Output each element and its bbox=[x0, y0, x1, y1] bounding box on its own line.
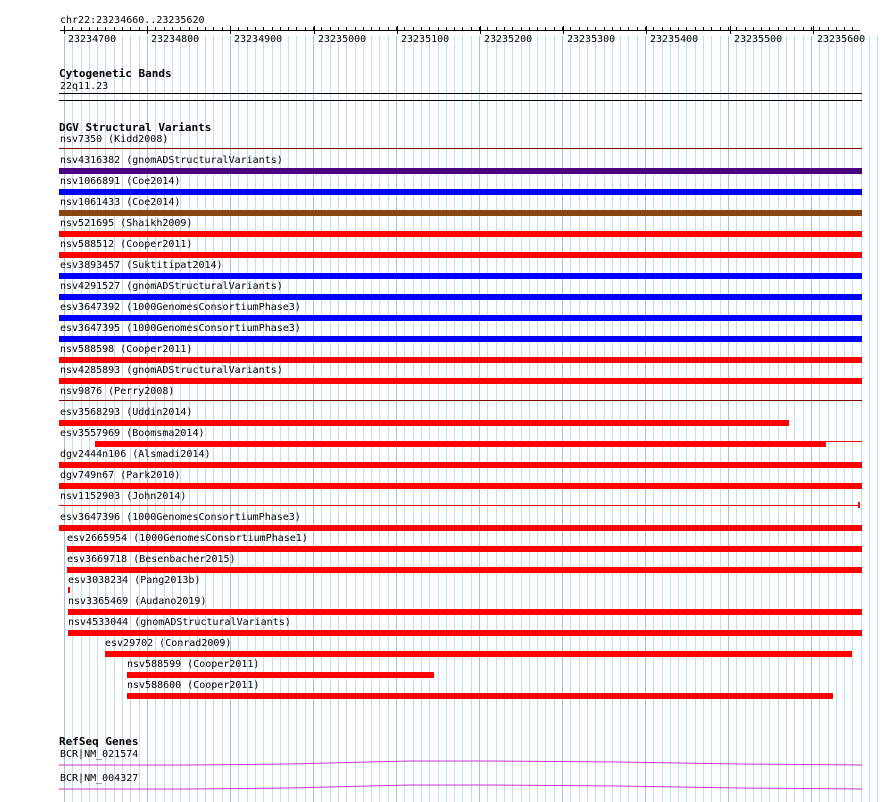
ruler-minor-tick bbox=[703, 27, 704, 31]
ruler-minor-tick bbox=[570, 27, 571, 31]
cytoband-track-title: Cytogenetic Bands bbox=[59, 67, 172, 80]
ruler-minor-tick bbox=[579, 27, 580, 31]
dgv-feature-label[interactable]: nsv1152903 (John2014) bbox=[60, 491, 187, 502]
dgv-feature-label[interactable]: nsv3365469 (Audano2019) bbox=[68, 596, 207, 607]
ruler-minor-tick bbox=[305, 27, 306, 31]
ruler-minor-tick bbox=[105, 27, 106, 31]
cytoband-label[interactable]: 22q11.23 bbox=[60, 81, 109, 92]
ruler-major-tick bbox=[314, 26, 315, 34]
ruler-minor-tick bbox=[496, 27, 497, 31]
ruler-minor-tick bbox=[404, 27, 405, 31]
dgv-feature-bar[interactable] bbox=[68, 609, 862, 615]
ruler-tick-label: 23235200 bbox=[484, 34, 533, 45]
ruler-minor-tick bbox=[786, 27, 787, 31]
ruler-minor-tick bbox=[512, 27, 513, 31]
ruler-minor-tick bbox=[736, 27, 737, 31]
ruler-minor-tick bbox=[438, 27, 439, 31]
ruler-minor-tick bbox=[728, 27, 729, 31]
ruler-minor-tick bbox=[828, 27, 829, 31]
ruler-minor-tick bbox=[537, 27, 538, 31]
ruler-tick-label: 23235000 bbox=[318, 34, 367, 45]
ruler-minor-tick bbox=[587, 27, 588, 31]
ruler-minor-tick bbox=[280, 27, 281, 31]
ruler-minor-tick bbox=[421, 27, 422, 31]
dgv-feature-bar[interactable] bbox=[59, 168, 862, 174]
ruler-minor-tick bbox=[413, 27, 414, 31]
ruler-minor-tick bbox=[155, 27, 156, 31]
ruler-minor-tick bbox=[321, 27, 322, 31]
ruler-major-tick bbox=[646, 26, 647, 34]
ruler-minor-tick bbox=[205, 27, 206, 31]
ruler-minor-tick bbox=[761, 27, 762, 31]
ruler-tick-label: 23235600 bbox=[817, 34, 866, 45]
ruler-minor-tick bbox=[130, 27, 131, 31]
ruler-tick-label: 23235400 bbox=[650, 34, 699, 45]
dgv-feature-label[interactable]: nsv4533044 (gnomADStructuralVariants) bbox=[68, 617, 291, 628]
ruler-minor-tick bbox=[189, 27, 190, 31]
dgv-feature-bar[interactable] bbox=[59, 189, 862, 195]
ruler-minor-tick bbox=[238, 27, 239, 31]
dgv-track-title: DGV Structural Variants bbox=[59, 121, 212, 134]
locus-label: chr22:23234660..23235620 bbox=[60, 15, 205, 26]
dgv-feature-bar[interactable] bbox=[67, 567, 862, 573]
ruler-tick-label: 23234800 bbox=[151, 34, 200, 45]
dgv-feature-label[interactable]: esv3647395 (1000GenomesConsortiumPhase3) bbox=[60, 323, 301, 334]
dgv-feature-label[interactable]: nsv4291527 (gnomADStructuralVariants) bbox=[60, 281, 283, 292]
ruler-minor-tick bbox=[521, 27, 522, 31]
ruler-minor-tick bbox=[247, 27, 248, 31]
ruler-tick-label: 23234700 bbox=[68, 34, 117, 45]
cytoband-line-bottom bbox=[59, 100, 862, 101]
dgv-feature-label[interactable]: esv3647392 (1000GenomesConsortiumPhase3) bbox=[60, 302, 301, 313]
ruler-minor-tick bbox=[446, 27, 447, 31]
ruler-minor-tick bbox=[529, 27, 530, 31]
dgv-feature-label[interactable]: nsv588512 (Cooper2011) bbox=[60, 239, 193, 250]
ruler-minor-tick bbox=[720, 27, 721, 31]
dgv-feature-bar[interactable] bbox=[59, 148, 862, 149]
ruler-minor-tick bbox=[346, 27, 347, 31]
dgv-feature-bar[interactable] bbox=[67, 546, 862, 552]
ruler-minor-tick bbox=[197, 27, 198, 31]
ruler-minor-tick bbox=[338, 27, 339, 31]
dgv-feature-label[interactable]: esv3893457 (Suktitipat2014) bbox=[60, 260, 223, 271]
dgv-feature-bar[interactable] bbox=[68, 587, 70, 593]
ruler-minor-tick bbox=[811, 27, 812, 31]
ruler-minor-tick bbox=[363, 27, 364, 31]
dgv-feature-bar[interactable] bbox=[59, 336, 862, 342]
ruler-minor-tick bbox=[711, 27, 712, 31]
refseq-gene-intron-line[interactable] bbox=[59, 784, 863, 790]
ruler-minor-tick bbox=[97, 27, 98, 31]
dgv-feature-label[interactable]: esv29702 (Conrad2009) bbox=[105, 638, 232, 649]
ruler-minor-tick bbox=[180, 27, 181, 31]
ruler-minor-tick bbox=[852, 27, 853, 31]
dgv-feature-bar[interactable] bbox=[59, 210, 862, 216]
dgv-feature-bar[interactable] bbox=[59, 294, 862, 300]
dgv-feature-label[interactable]: nsv521695 (Shaikh2009) bbox=[60, 218, 193, 229]
ruler-minor-tick bbox=[745, 27, 746, 31]
ruler-minor-tick bbox=[371, 27, 372, 31]
ruler-minor-tick bbox=[678, 27, 679, 31]
ruler-tick-label: 23235300 bbox=[567, 34, 616, 45]
dgv-feature-bar[interactable] bbox=[59, 252, 862, 258]
ruler-minor-tick bbox=[471, 27, 472, 31]
ruler-minor-tick bbox=[769, 27, 770, 31]
dgv-feature-bar[interactable] bbox=[127, 672, 434, 678]
ruler-tick-label: 23235500 bbox=[734, 34, 783, 45]
ruler-minor-tick bbox=[753, 27, 754, 31]
dgv-feature-label[interactable]: esv3038234 (Pang2013b) bbox=[68, 575, 201, 586]
dgv-feature-label[interactable]: esv2665954 (1000GenomesConsortiumPhase1) bbox=[67, 533, 308, 544]
ruler-minor-tick bbox=[429, 27, 430, 31]
ruler-minor-tick bbox=[213, 27, 214, 31]
ruler-minor-tick bbox=[620, 27, 621, 31]
dgv-feature-label[interactable]: dgv2444n106 (Alsmadi2014) bbox=[60, 449, 211, 460]
ruler-minor-tick bbox=[595, 27, 596, 31]
dgv-feature-bar[interactable] bbox=[59, 357, 862, 363]
dgv-feature-bar[interactable] bbox=[59, 231, 862, 237]
refseq-track-title: RefSeq Genes bbox=[59, 735, 139, 748]
ruler-minor-tick bbox=[379, 27, 380, 31]
ruler-minor-tick bbox=[222, 27, 223, 31]
ruler-minor-tick bbox=[604, 27, 605, 31]
ruler-minor-tick bbox=[89, 27, 90, 31]
dgv-feature-extension[interactable] bbox=[826, 441, 862, 442]
dgv-feature-label[interactable]: nsv7350 (Kidd2008) bbox=[60, 134, 169, 145]
dgv-feature-label[interactable]: nsv9876 (Perry2008) bbox=[60, 386, 175, 397]
ruler-minor-tick bbox=[330, 27, 331, 31]
ruler-major-tick bbox=[397, 26, 398, 34]
ruler-tick-label: 23235100 bbox=[401, 34, 450, 45]
cytoband-line-top bbox=[59, 93, 862, 94]
ruler-minor-tick bbox=[272, 27, 273, 31]
dgv-feature-bar[interactable] bbox=[59, 400, 862, 401]
dgv-feature-bar[interactable] bbox=[127, 693, 833, 699]
dgv-feature-label[interactable]: nsv4316382 (gnomADStructuralVariants) bbox=[60, 155, 283, 166]
ruler-minor-tick bbox=[114, 27, 115, 31]
dgv-feature-bar[interactable] bbox=[59, 273, 862, 279]
dgv-feature-label[interactable]: esv3647396 (1000GenomesConsortiumPhase3) bbox=[60, 512, 301, 523]
ruler-minor-tick bbox=[794, 27, 795, 31]
dgv-feature-bar[interactable] bbox=[59, 315, 862, 321]
ruler-minor-tick bbox=[612, 27, 613, 31]
ruler-minor-tick bbox=[388, 27, 389, 31]
dgv-feature-bar[interactable] bbox=[68, 630, 862, 636]
ruler-minor-tick bbox=[670, 27, 671, 31]
refseq-gene-intron-line[interactable] bbox=[59, 760, 863, 766]
dgv-feature-bar[interactable] bbox=[59, 462, 862, 468]
ruler-minor-tick bbox=[695, 27, 696, 31]
ruler-major-tick bbox=[147, 26, 148, 34]
ruler-major-tick bbox=[480, 26, 481, 34]
ruler-minor-tick bbox=[172, 27, 173, 31]
ruler-minor-tick bbox=[462, 27, 463, 31]
ruler-minor-tick bbox=[487, 27, 488, 31]
dgv-feature-bar[interactable] bbox=[59, 420, 789, 426]
ruler-minor-tick bbox=[164, 27, 165, 31]
ruler-minor-tick bbox=[72, 27, 73, 31]
ruler-minor-tick bbox=[296, 27, 297, 31]
ruler-major-tick bbox=[563, 26, 564, 34]
dgv-feature-label[interactable]: nsv588598 (Cooper2011) bbox=[60, 344, 193, 355]
ruler-minor-tick bbox=[255, 27, 256, 31]
refseq-gene-label[interactable]: BCR|NM_004327 bbox=[60, 773, 139, 784]
ruler-major-tick bbox=[230, 26, 231, 34]
dgv-feature-label[interactable]: dgv749n67 (Park2010) bbox=[60, 470, 181, 481]
dgv-feature-label[interactable]: esv3669718 (Besenbacher2015) bbox=[67, 554, 236, 565]
ruler-minor-tick bbox=[662, 27, 663, 31]
ruler-minor-tick bbox=[628, 27, 629, 31]
dgv-feature-end-cap[interactable] bbox=[858, 502, 860, 508]
ruler-minor-tick bbox=[263, 27, 264, 31]
ruler-minor-tick bbox=[637, 27, 638, 31]
ruler-minor-tick bbox=[554, 27, 555, 31]
dgv-feature-label[interactable]: nsv1061433 (Coe2014) bbox=[60, 197, 181, 208]
ruler-minor-tick bbox=[778, 27, 779, 31]
refseq-gene-intron-path bbox=[59, 785, 862, 789]
dgv-feature-label[interactable]: nsv588599 (Cooper2011) bbox=[127, 659, 260, 670]
ruler-minor-tick bbox=[803, 27, 804, 31]
ruler-minor-tick bbox=[653, 27, 654, 31]
dgv-feature-bar[interactable] bbox=[95, 441, 826, 447]
ruler-minor-tick bbox=[836, 27, 837, 31]
dgv-feature-label[interactable]: nsv4285893 (gnomADStructuralVariants) bbox=[60, 365, 283, 376]
ruler-tick-label: 23234900 bbox=[234, 34, 283, 45]
ruler-minor-tick bbox=[504, 27, 505, 31]
dgv-feature-label[interactable]: esv3557969 (Boomsma2014) bbox=[60, 428, 205, 439]
ruler-minor-tick bbox=[545, 27, 546, 31]
dgv-feature-label[interactable]: nsv1066891 (Coe2014) bbox=[60, 176, 181, 187]
refseq-gene-intron-path bbox=[59, 761, 862, 765]
dgv-feature-bar[interactable] bbox=[59, 525, 862, 531]
ruler-minor-tick bbox=[81, 27, 82, 31]
refseq-gene-label[interactable]: BCR|NM_021574 bbox=[60, 749, 139, 760]
ruler-minor-tick bbox=[686, 27, 687, 31]
ruler-minor-tick bbox=[122, 27, 123, 31]
dgv-feature-bar[interactable] bbox=[105, 651, 852, 657]
ruler-minor-tick bbox=[844, 27, 845, 31]
ruler-major-tick bbox=[64, 26, 65, 34]
dgv-feature-label[interactable]: esv3568293 (Uddin2014) bbox=[60, 407, 193, 418]
dgv-feature-bar[interactable] bbox=[59, 483, 862, 489]
ruler-minor-tick bbox=[454, 27, 455, 31]
ruler-major-tick bbox=[730, 26, 731, 34]
ruler-minor-tick bbox=[139, 27, 140, 31]
dgv-feature-label[interactable]: nsv588600 (Cooper2011) bbox=[127, 680, 260, 691]
ruler-major-tick bbox=[813, 26, 814, 34]
ruler-minor-tick bbox=[819, 27, 820, 31]
ruler-minor-tick bbox=[355, 27, 356, 31]
dgv-feature-bar[interactable] bbox=[59, 505, 860, 506]
ruler-minor-tick bbox=[288, 27, 289, 31]
dgv-feature-bar[interactable] bbox=[59, 378, 862, 384]
